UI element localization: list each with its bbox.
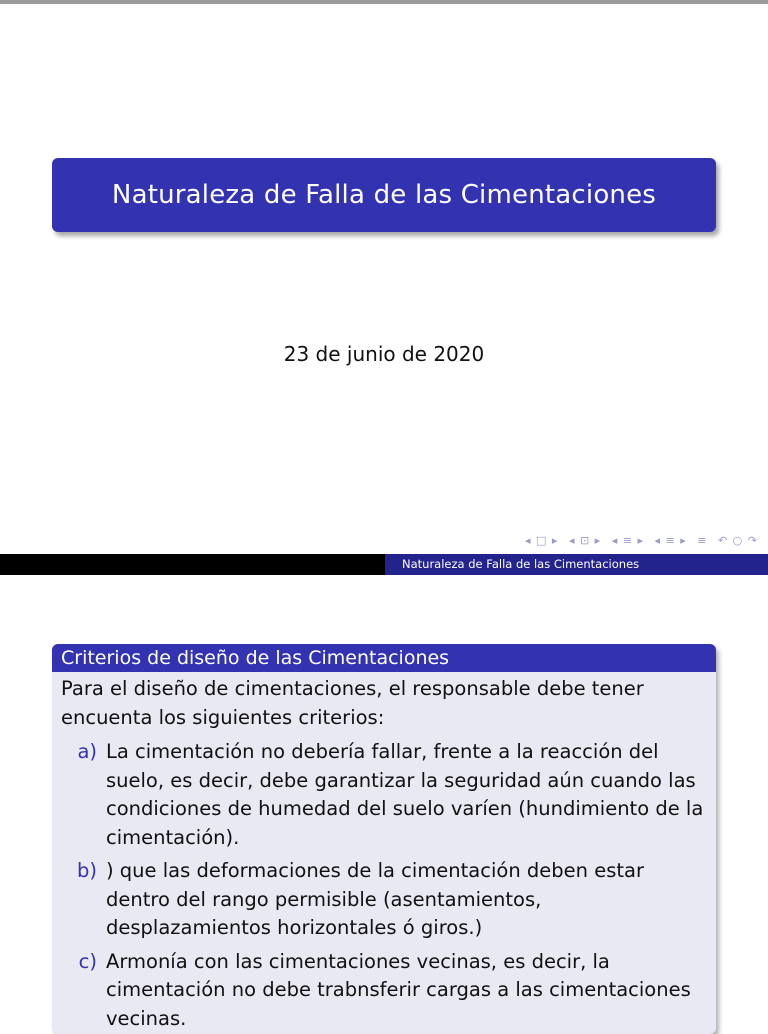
list-item-text: La cimentación no debería fallar, frente a la reacción del suelo, es decir, debe garantizar la seguridad aún cuando las condiciones de humedad del suelo varíen (hundimiento de la cimentación). — [106, 740, 704, 849]
list-item-label: a) — [77, 740, 97, 763]
block-body — [52, 672, 716, 1033]
presentation-date: 23 de junio de 2020 — [283, 342, 485, 366]
list-item — [61, 948, 707, 1034]
criteria-block — [52, 644, 716, 1034]
list-item-text: Armonía con las cimentaciones vecinas, es decir, la cimentación no debe trabnsferir cargas a las cimentaciones vecinas. — [106, 949, 691, 1030]
nav-section-icon[interactable]: ◂ ≡ ▸ — [654, 534, 687, 547]
list-item-label: c) — [78, 949, 97, 973]
intro-text: Para el diseño de cimentaciones, el responsable debe tener encuenta los siguientes criterios: — [61, 677, 644, 729]
nav-frame-icon[interactable]: ◂ □ ▸ — [525, 534, 559, 547]
list-item — [61, 738, 707, 852]
nav-subsection-icon[interactable]: ◂ ⊡ ▸ — [568, 534, 602, 547]
nav-section-icon[interactable]: ◂ ≡ ▸ — [611, 534, 644, 547]
list-item — [61, 857, 707, 943]
slide-1 — [0, 4, 768, 554]
nav-toc-icon[interactable]: ≡ — [697, 534, 708, 547]
beamer-navigation-bar — [519, 534, 758, 547]
footer-title: Naturaleza de Falla de las Cimentaciones — [385, 554, 768, 575]
slide-footer — [0, 554, 768, 575]
title-block — [52, 158, 716, 232]
list-item-text: ) que las deformaciones de la cimentación deben estar dentro del rango permisible (asentamientos, desplazamientos horizontales ó giros.) — [106, 859, 644, 939]
block-title: Criterios de diseño de las Cimentaciones — [52, 644, 716, 672]
list-item-label: b) — [77, 859, 97, 882]
nav-search-icon[interactable]: ↶ ○ ↷ — [717, 534, 758, 547]
slide-2 — [0, 575, 768, 1030]
slide-title: Naturaleza de Falla de las Cimentaciones — [111, 180, 657, 210]
